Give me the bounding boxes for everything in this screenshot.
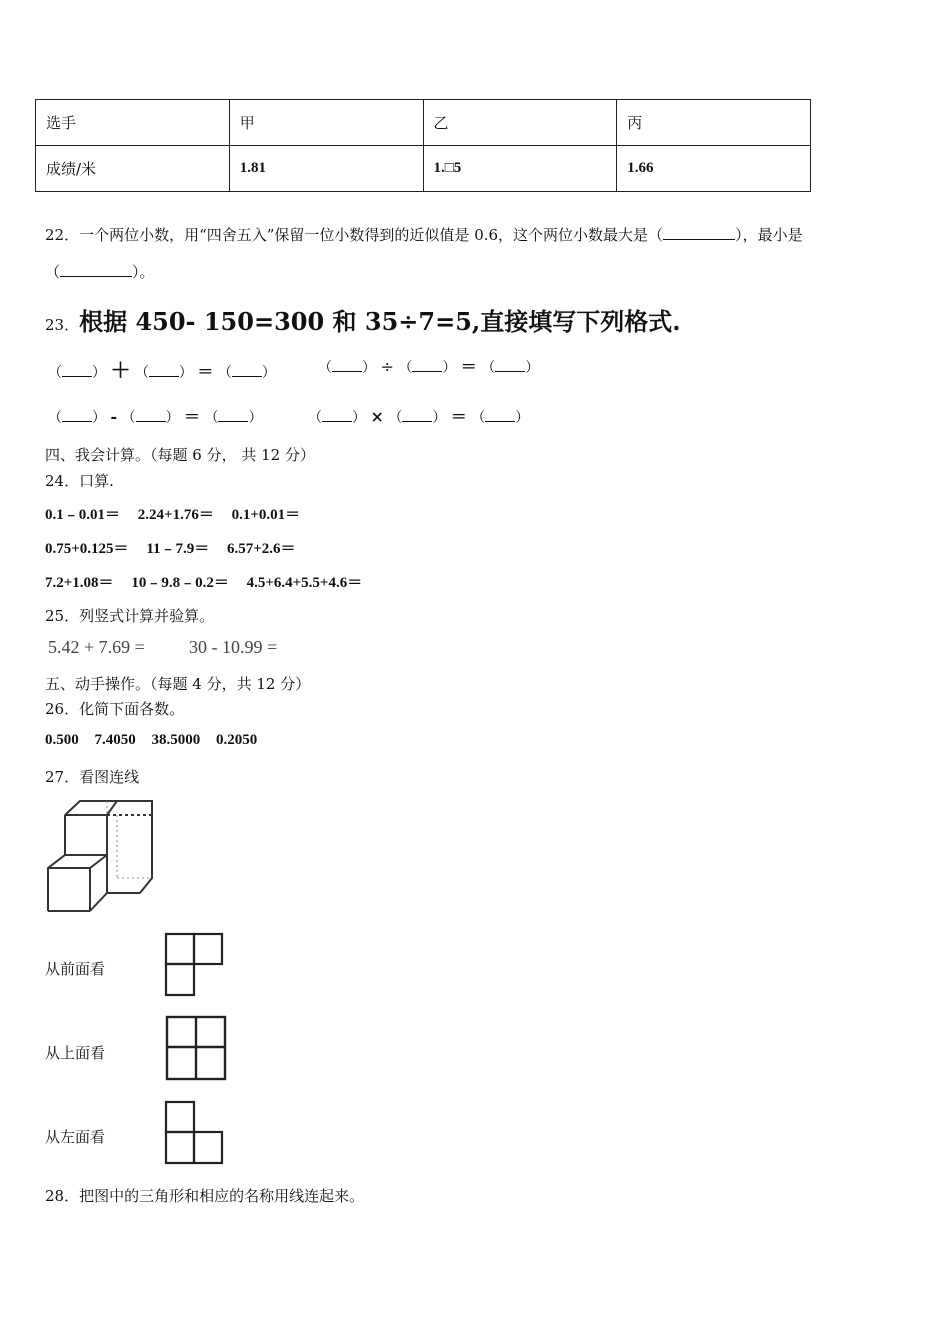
plus-symbol: ＋ xyxy=(110,358,131,382)
blank[interactable] xyxy=(62,376,92,377)
calc-item: 0.75+0.125＝ xyxy=(45,541,129,557)
top-view-figure[interactable] xyxy=(163,1014,229,1082)
blank[interactable] xyxy=(322,421,352,422)
question-23-title: 23．根据 450- 150=300 和 35÷7=5,直接填写下列格式. xyxy=(45,307,681,336)
mental-calc-row-3 xyxy=(45,571,362,592)
calc-item: 0.1﹣0.01＝ xyxy=(45,507,121,523)
table-header-row xyxy=(36,100,811,146)
section-5-heading: 五、动手操作。（每题 4 分，共 12 分） xyxy=(45,675,311,693)
answer-blank-min[interactable] xyxy=(60,276,132,277)
number-item: 7.4050 xyxy=(94,732,136,748)
number-item: 0.2050 xyxy=(216,732,258,748)
blank[interactable] xyxy=(232,376,262,377)
formula-division: （ ） ÷ （ ） ＝ （ ） xyxy=(318,357,540,376)
number-item: 38.5000 xyxy=(151,732,201,748)
table-cell: 1.□5 xyxy=(423,146,617,192)
calc-item: 4.5+6.4+5.5+4.6＝ xyxy=(246,575,363,591)
vertical-calc-expr-1: 5.42 + 7.69 = xyxy=(48,637,145,657)
calc-item: 11﹣7.9＝ xyxy=(146,541,210,557)
blank[interactable] xyxy=(62,421,92,422)
score-table xyxy=(35,99,811,192)
blank[interactable] xyxy=(412,371,442,372)
question-25-title: 25．列竖式计算并验算。 xyxy=(45,607,215,625)
blank[interactable] xyxy=(136,421,166,422)
blank[interactable] xyxy=(218,421,248,422)
view-label-left: 从左面看 xyxy=(45,1128,106,1146)
view-label-front: 从前面看 xyxy=(45,960,106,978)
section-4-heading: 四、我会计算。（每题 6 分， 共 12 分） xyxy=(45,446,315,464)
table-cell: 成绩/米 xyxy=(36,146,230,192)
times-symbol: × xyxy=(370,407,384,426)
table-cell: 甲 xyxy=(229,100,423,146)
question-27-title: 27．看图连线 xyxy=(45,768,140,786)
calc-item: 0.1+0.01＝ xyxy=(231,507,301,523)
question-22-text-mid: ），最小是 xyxy=(735,226,803,244)
calc-item: 7.2+1.08＝ xyxy=(45,575,114,591)
table-cell: 1.81 xyxy=(229,146,423,192)
question-22-text: 22．一个两位小数，用“四舍五入”保留一位小数得到的近似值是 0.6，这个两位小数最大是（ xyxy=(45,226,664,244)
table-cell: 选手 xyxy=(36,100,230,146)
mental-calc-row-2 xyxy=(45,537,296,558)
calc-item: 10﹣9.8﹣0.2＝ xyxy=(131,575,229,591)
question-28-title: 28．把图中的三角形和相应的名称用线连起来。 xyxy=(45,1187,365,1205)
front-view-figure[interactable] xyxy=(163,931,225,999)
divide-symbol: ÷ xyxy=(380,357,394,376)
blank[interactable] xyxy=(149,376,179,377)
question-22-line2: （ ）。 xyxy=(45,263,155,281)
question-24-title: 24．口算. xyxy=(45,472,114,490)
minus-symbol: - xyxy=(110,407,118,426)
cube-structure-figure xyxy=(45,798,157,916)
blank[interactable] xyxy=(332,371,362,372)
table-cell: 1.66 xyxy=(617,146,811,192)
answer-blank-max[interactable] xyxy=(663,239,735,240)
question-23-text: 根据 450- 150=300 和 35÷7=5,直接填写下列格式. xyxy=(79,307,681,336)
calc-item: 2.24+1.76＝ xyxy=(137,507,214,523)
table-cell: 乙 xyxy=(423,100,617,146)
table-cell: 丙 xyxy=(617,100,811,146)
number-item: 0.500 xyxy=(45,732,79,748)
formula-multiplication: （ ） × （ ） ＝ （ ） xyxy=(308,407,530,426)
blank[interactable] xyxy=(485,421,515,422)
blank[interactable] xyxy=(495,371,525,372)
formula-subtraction: （ ） - （ ） ＝ （ ） xyxy=(48,407,263,426)
view-label-top: 从上面看 xyxy=(45,1044,106,1062)
question-22-line1 xyxy=(45,224,803,245)
question-26-title: 26．化简下面各数。 xyxy=(45,700,185,718)
mental-calc-row-1 xyxy=(45,503,300,524)
blank[interactable] xyxy=(402,421,432,422)
table-row xyxy=(36,146,811,192)
calc-item: 6.57+2.6＝ xyxy=(227,541,296,557)
simplify-numbers xyxy=(45,732,257,749)
vertical-calc-expr-2: 30 - 10.99 = xyxy=(189,637,278,657)
left-view-figure[interactable] xyxy=(163,1099,225,1167)
formula-addition: （ ） ＋ （ ） ＝ （ ） xyxy=(48,358,276,382)
